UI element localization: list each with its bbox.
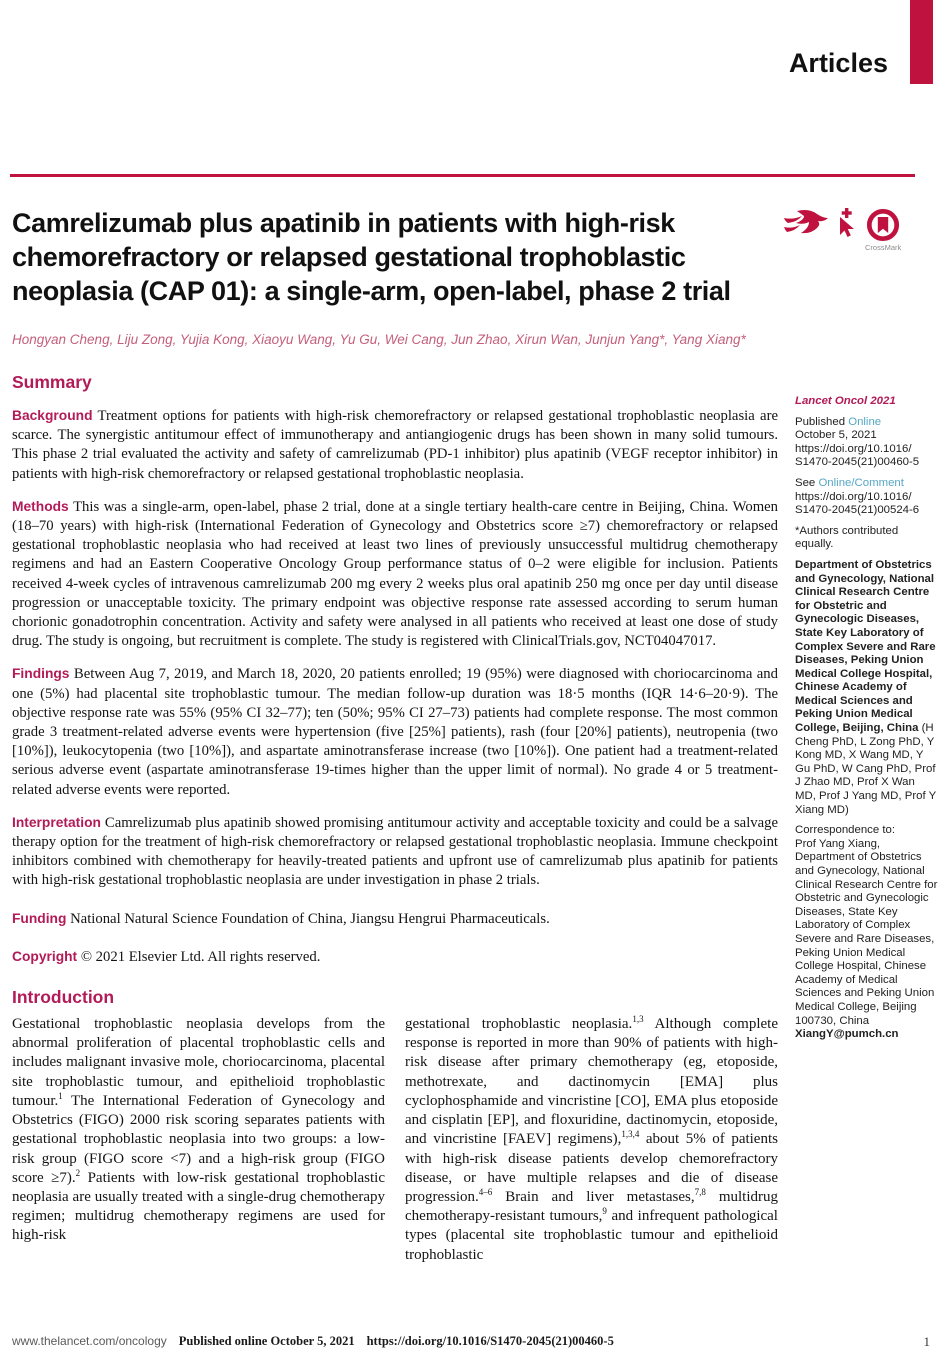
crossmark-icon[interactable] bbox=[865, 208, 901, 252]
see-comment-block[interactable]: See Online/Comment https://doi.org/10.1016/ S1470-2045(21)00524-6 bbox=[795, 476, 920, 517]
methods-label: Methods bbox=[12, 498, 69, 514]
correspondence-address: Prof Yang Xiang, Department of Obstetrics and Gynecology, National Clinical Research Centre for Obstetric and Gynecologic Diseases, State Key Laboratory of Complex Severe and Rare Diseases, Peking Union Medical College Hospital, Chinese Academy of Medical Sciences and Peking Union Medical College, Beijing 100730, China bbox=[795, 837, 938, 1027]
funding-label: Funding bbox=[12, 910, 67, 926]
correspondence-email[interactable]: XiangY@pumch.cn bbox=[795, 1028, 899, 1041]
affiliation-block bbox=[795, 559, 938, 817]
summary-paragraph-copyright: Copyright © 2021 Elsevier Ltd. All rights reserved. bbox=[12, 948, 321, 965]
copyright-label: Copyright bbox=[12, 948, 78, 964]
affiliation-department: Department of Obstetrics and Gynecology, National Clinical Research Centre for Obstetric and Gynecologic Diseases, State Key Laboratory of Complex Severe and Rare Diseases, Peking Union Medical College Hospital, Chinese Academy of Medical Sciences and Peking Union Medical College, Beijing, China bbox=[795, 558, 936, 735]
main-column bbox=[12, 206, 778, 1265]
article-title: Camrelizumab plus apatinib in patients with high-risk chemorefractory or relapsed gestational trophoblastic neoplasia (CAP 01): a single-arm, open-label, phase 2 trial bbox=[12, 208, 731, 306]
summary-paragraph-funding: Funding National Natural Science Foundation of China, Jiangsu Hengrui Pharmaceuticals. bbox=[12, 910, 550, 927]
inline-link[interactable]: Online/Comment bbox=[818, 476, 904, 489]
summary-heading: Summary bbox=[12, 372, 92, 392]
articles-kicker: Articles bbox=[788, 48, 888, 78]
correspondence-block bbox=[795, 824, 938, 1042]
summary-paragraph-findings: Findings Between Aug 7, 2019, and March 18, 2020, 20 patients enrolled; 19 (95%) were diagnosed with choriocarcinoma and one (5%) had placental site trophoblastic tumour. The median follow-up duration was 18·5 months (IQR 14·6–20·9). The objective response rate was 55% (95% CI 32–77); ten (50%; 95% CI 27–73) patients had complete response. The most common grade 3 treatment-related adverse events were hypertension (five [25%] patients), rash (four [20%] patients), neutropenia (two [10%]), leukocytopenia (two [10%]), and aspartate aminotransferase increase (two [10%]). One patient had a treatment-related serious adverse event (aspartate aminotransferase 19-times higher than the upper limit of normal). No grade 4 or 5 treatment-related adverse events were reported. bbox=[12, 666, 778, 798]
footer-site-link[interactable]: www.thelancet.com/oncology bbox=[12, 1334, 167, 1348]
summary-paragraph-methods: Methods This was a single-arm, open-label, phase 2 trial, done at a single tertiary health-care centre in Beijing, China. Women (18–70 years) with high-risk (International Federation of Gynecology and Obstetrics score ≥7) chemorefractory or relapsed gestational trophoblastic neoplasia who had received at least two lines of previously unsuccessful multidrug chemotherapy regimens and had an Eastern Cooperative Oncology Group performance status of 0–2 were eligible for inclusion. Patients received 4-week cycles of intravenous camrelizumab 200 mg every 2 weeks plus oral apatinib 250 mg once per day until disease progression or unacceptable toxicity. The primary endpoint was objective response rate assessed according to serum human chorionic gonadotrophin concentration. Activity and safety were analysed in all patients who received at least one dose of study drug. The study is ongoing, but recruitment is complete. The study is registered with ClinicalTrials.gov, NCT04047017. bbox=[12, 498, 778, 650]
interpretation-label: Interpretation bbox=[12, 814, 101, 830]
introduction-section bbox=[12, 987, 778, 1265]
summary-paragraph-interpretation: Interpretation Camrelizumab plus apatinib showed promising antitumour activity and acceptable toxicity and could be a salvage therapy option for the treatment of high-risk chemorefractory or relapsed gestational trophoblastic neoplasia. Immune checkpoint inhibitors combined with chemotherapy for heavily-treated patients and upfront use of camrelizumab plus apatinib for patients with high-risk gestational trophoblastic neoplasia are under investigation in phase 2 trials. bbox=[12, 814, 779, 889]
equal-contribution-note: *Authors contributed equally. bbox=[795, 524, 899, 551]
summary-section bbox=[12, 372, 778, 967]
affiliation-author-list: (H Cheng PhD, L Zong PhD, Y Kong MD, X Wang MD, Y Gu PhD, W Cang PhD, Prof J Zhao MD, Prof X Wan MD, Prof J Yang MD, Prof Y Xiang MD) bbox=[795, 722, 936, 816]
page-number: 1 bbox=[923, 1334, 930, 1349]
inline-link[interactable]: Online bbox=[848, 415, 882, 428]
intro-column-right: gestational trophoblastic neoplasia.$^{1,3}$ Although complete response is reported in more than 90% of patients with high-risk disease after primary chemotherapy (eg, etoposide, methotrexate, and dactinomycin [EMA] plus cyclophosphamide and vincristine [CO], EMA plus etoposide and cisplatin [EP], and floxuridine, dactinomycin, etoposide, and vincristine [FAEV] regimens),$^{1,3,4}$ about 5% of patients with high-risk disease patients develop chemorefractory disease, or have multiple relapses and die of disease progression.$^{4-6}$ Brain and liver metastases,$^{7,8}$ multidrug chemotherapy-resistant tumours,$^9$ and infrequent pathological types (placental site trophoblastic tumour and epithelioid trophoblastic bbox=[405, 1014, 778, 1263]
findings-label: Findings bbox=[12, 666, 70, 682]
margin-sidebar bbox=[795, 395, 938, 1049]
crossmark-label: CrossMark bbox=[865, 243, 902, 252]
published-online-block[interactable]: Published Online October 5, 2021 https://doi.org/10.1016/ S1470-2045(21)00460-5 bbox=[795, 415, 920, 469]
header-rule bbox=[10, 174, 915, 177]
authors-line: Hongyan Cheng, Liju Zong, Yujia Kong, Xiaoyu Wang, Yu Gu, Wei Cang, Jun Zhao, Xirun Wan, Junjun Yang*, Yang Xiang* bbox=[12, 332, 746, 347]
lancet-swallow-icon bbox=[783, 208, 829, 245]
intro-column-left: Gestational trophoblastic neoplasia develops from the abnormal proliferation of placental trophoblastic cells and includes malignant invasive mole, choriocarcinoma, placental site trophoblastic tumour, and epithelioid trophoblastic tumour.$^1$ The International Federation of Gynecology and Obstetrics (FIGO) 2000 risk scoring separates patients with gestational trophoblastic neoplasia into two groups: a low-risk group (FIGO score <7) and a high-risk group (FIGO score ≥7).$^2$ Patients with low-risk gestational trophoblastic neoplasia are usually treated with a single-drug chemotherapy regimen; multidrug chemotherapy regimens are used for high-risk bbox=[12, 1016, 385, 1244]
journal-citation: Lancet Oncol 2021 bbox=[795, 395, 896, 407]
articles-red-bar bbox=[910, 0, 933, 84]
summary-paragraph-background: Background Treatment options for patients with high-risk chemorefractory or relapsed gestational trophoblastic neoplasia are scarce. The synergistic antitumour effect of immunotherapy and antiangiogenic drugs has been shown in many solid tumours. This phase 2 trial evaluated the activity and safety of camrelizumab (PD-1 inhibitor) plus apatinib (VEGF receptor inhibitor) in patients with high-risk chemorefractory or relapsed gestational trophoblastic neoplasia. bbox=[12, 408, 778, 482]
background-label: Background bbox=[12, 408, 93, 423]
footer-doi-link[interactable]: https://doi.org/10.1016/S1470-2045(21)00460-5 bbox=[366, 1334, 614, 1348]
introduction-heading: Introduction bbox=[12, 987, 115, 1008]
footer-published-text: Published online October 5, 2021 bbox=[178, 1334, 355, 1348]
article-icons bbox=[783, 208, 901, 252]
interactive-cursor-icon bbox=[836, 208, 858, 243]
correspondence-label: Correspondence to: bbox=[795, 824, 896, 837]
page-footer bbox=[12, 1334, 933, 1349]
